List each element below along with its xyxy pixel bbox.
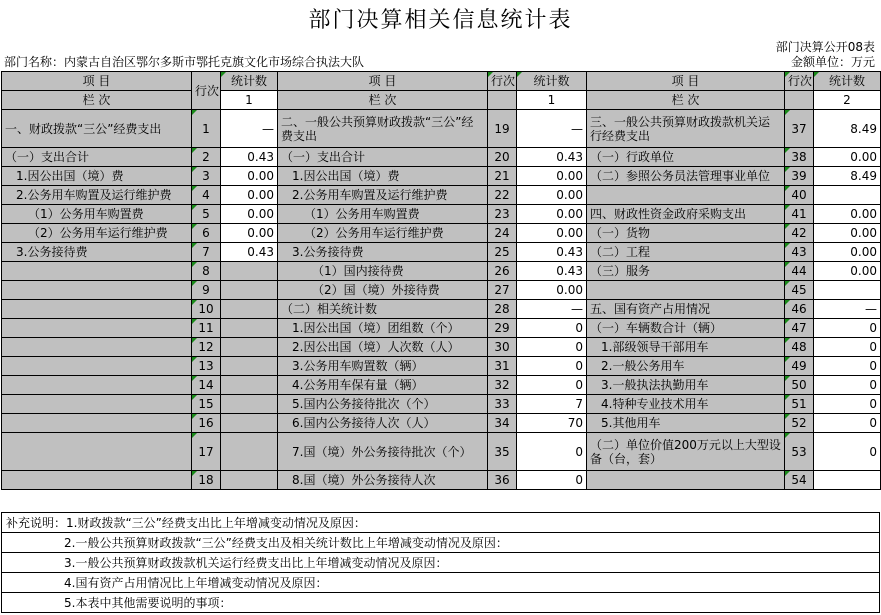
stat-value [221, 395, 278, 414]
stat-value: 0.00 [517, 224, 587, 243]
header-item-c: 项 目 [587, 72, 785, 91]
stat-value: — [517, 300, 587, 319]
row-number: 53 [785, 433, 814, 471]
item-label: （二）相关统计数 [278, 300, 488, 319]
table-row [2, 186, 881, 205]
item-label: （一）支出合计 [2, 148, 192, 167]
row-number: 25 [488, 243, 517, 262]
row-number: 17 [192, 433, 221, 471]
stat-value: 0.00 [221, 224, 278, 243]
footnote: 5.本表中其他需要说明的事项： [2, 593, 880, 613]
row-number: 33 [488, 395, 517, 414]
item-label: （二）参照公务员法管理事业单位 [587, 167, 785, 186]
row-number: 47 [785, 319, 814, 338]
table-row [2, 148, 881, 167]
item-label: （2）国（境）外接待费 [278, 281, 488, 300]
row-number: 43 [785, 243, 814, 262]
row-number: 42 [785, 224, 814, 243]
item-label: 6.国内公务接待人次（人） [278, 414, 488, 433]
stat-value: 0 [814, 395, 881, 414]
stat-value [221, 471, 278, 490]
row-number: 48 [785, 338, 814, 357]
row-number: 30 [488, 338, 517, 357]
header-item-b: 项 目 [278, 72, 488, 91]
col-blank-c [785, 91, 814, 110]
stat-value [221, 433, 278, 471]
row-number: 41 [785, 205, 814, 224]
stat-value: 0 [814, 414, 881, 433]
row-number: 31 [488, 357, 517, 376]
item-label: 1.因公出国（境）费 [278, 167, 488, 186]
row-number: 1 [192, 110, 221, 148]
item-label: 7.国（境）外公务接待批次（个） [278, 433, 488, 471]
header-row-no-c: 行次 [785, 72, 814, 91]
item-label: 3.公务用车购置数（辆） [278, 357, 488, 376]
item-label [587, 186, 785, 205]
header-stat-a: 统计数 [221, 72, 278, 91]
row-number: 40 [785, 186, 814, 205]
stat-value: 0 [517, 338, 587, 357]
header-stat-b: 统计数 [517, 72, 587, 91]
table-row [2, 338, 881, 357]
row-number: 12 [192, 338, 221, 357]
stat-value: 0.00 [814, 262, 881, 281]
item-label: 2.公务用车购置及运行维护费 [2, 186, 192, 205]
table-row [2, 433, 881, 471]
row-number: 32 [488, 376, 517, 395]
item-label [587, 281, 785, 300]
stat-value: 0.43 [517, 262, 587, 281]
stat-value: 0 [517, 433, 587, 471]
item-label: 4.特种专业技术用车 [587, 395, 785, 414]
item-label [2, 433, 192, 471]
row-number: 14 [192, 376, 221, 395]
table-row [2, 471, 881, 490]
row-number: 2 [192, 148, 221, 167]
table-row [2, 205, 881, 224]
form-code: 部门决算公开08表 [775, 40, 875, 54]
item-label: 二、一般公共预算财政拨款“三公”经费支出 [278, 110, 488, 148]
item-label [2, 300, 192, 319]
item-label: （一）货物 [587, 224, 785, 243]
table-row [2, 300, 881, 319]
row-number: 38 [785, 148, 814, 167]
stat-value [221, 414, 278, 433]
item-label: 2.公务用车购置及运行维护费 [278, 186, 488, 205]
table-row [2, 243, 881, 262]
row-number: 4 [192, 186, 221, 205]
item-label [2, 281, 192, 300]
stat-value: 0.00 [517, 167, 587, 186]
item-label: （三）服务 [587, 262, 785, 281]
table-row [2, 319, 881, 338]
col-label-a: 栏 次 [2, 91, 192, 110]
row-number: 23 [488, 205, 517, 224]
row-number: 51 [785, 395, 814, 414]
row-number: 13 [192, 357, 221, 376]
stat-value [814, 471, 881, 490]
stat-value: 0 [517, 471, 587, 490]
item-label [2, 262, 192, 281]
stat-value: 0 [517, 376, 587, 395]
row-number: 6 [192, 224, 221, 243]
stat-value: 0.43 [517, 148, 587, 167]
item-label: 2.一般公务用车 [587, 357, 785, 376]
item-label: （一）车辆数合计（辆） [587, 319, 785, 338]
item-label: （二）工程 [587, 243, 785, 262]
item-label: 四、财政性资金政府采购支出 [587, 205, 785, 224]
header-stat-c: 统计数 [814, 72, 881, 91]
item-label: 1.因公出国（境）费 [2, 167, 192, 186]
row-number: 44 [785, 262, 814, 281]
stat-value: 0.00 [517, 281, 587, 300]
stat-value: 0 [814, 433, 881, 471]
col-index-c: 2 [814, 91, 881, 110]
stat-value: 0.00 [221, 167, 278, 186]
row-number: 49 [785, 357, 814, 376]
item-label: （1）公务用车购置费 [2, 205, 192, 224]
item-label [2, 414, 192, 433]
stat-value: — [517, 110, 587, 148]
col-label-b: 栏 次 [278, 91, 488, 110]
stat-value: 0.00 [517, 205, 587, 224]
stat-value: 0.43 [221, 148, 278, 167]
header-row-no-b: 行次 [488, 72, 517, 91]
row-number: 20 [488, 148, 517, 167]
item-label: 4.公务用车保有量（辆） [278, 376, 488, 395]
stat-value: 0.00 [814, 243, 881, 262]
row-number: 9 [192, 281, 221, 300]
row-number: 16 [192, 414, 221, 433]
row-number: 10 [192, 300, 221, 319]
stat-value: 0 [814, 338, 881, 357]
stat-value: 0 [517, 319, 587, 338]
stat-value [221, 376, 278, 395]
row-number: 52 [785, 414, 814, 433]
stat-value: 0.00 [814, 224, 881, 243]
stat-value: 0.00 [517, 186, 587, 205]
row-number: 21 [488, 167, 517, 186]
statistics-table [1, 71, 881, 490]
row-number: 29 [488, 319, 517, 338]
stat-value: 0.00 [221, 205, 278, 224]
col-index-a: 1 [221, 91, 278, 110]
header-row-no-a: 行次 [192, 72, 221, 110]
row-number: 54 [785, 471, 814, 490]
row-number: 26 [488, 262, 517, 281]
item-label: 2.因公出国（境）人次数（人） [278, 338, 488, 357]
item-label: 5.国内公务接待批次（个） [278, 395, 488, 414]
row-number: 22 [488, 186, 517, 205]
row-number: 45 [785, 281, 814, 300]
table-row [2, 262, 881, 281]
table-row [2, 414, 881, 433]
stat-value: 0.43 [221, 243, 278, 262]
stat-value: 8.49 [814, 110, 881, 148]
item-label [2, 395, 192, 414]
header-item-a: 项 目 [2, 72, 192, 91]
stat-value [221, 357, 278, 376]
stat-value: 0 [814, 319, 881, 338]
stat-value: 0.00 [814, 205, 881, 224]
stat-value: 70 [517, 414, 587, 433]
row-number: 24 [488, 224, 517, 243]
stat-value [814, 186, 881, 205]
row-number: 46 [785, 300, 814, 319]
department-name: 部门名称：内蒙古自治区鄂尔多斯市鄂托克旗文化市场综合执法大队 [4, 55, 365, 69]
item-label: 五、国有资产占用情况 [587, 300, 785, 319]
stat-value: 0 [814, 376, 881, 395]
stat-value [221, 281, 278, 300]
footnote: 3.一般公共预算财政拨款机关运行经费支出比上年增减变动情况及原因： [2, 553, 880, 573]
item-label [2, 338, 192, 357]
stat-value: 0 [517, 357, 587, 376]
row-number: 34 [488, 414, 517, 433]
item-label [2, 319, 192, 338]
stat-value [221, 319, 278, 338]
item-label: 3.一般执法执勤用车 [587, 376, 785, 395]
stat-value: 0.00 [814, 148, 881, 167]
item-label: （2）公务用车运行维护费 [278, 224, 488, 243]
row-number: 19 [488, 110, 517, 148]
table-row [2, 110, 881, 148]
table-row [2, 395, 881, 414]
table-row [2, 357, 881, 376]
item-label: 3.公务接待费 [278, 243, 488, 262]
row-number: 28 [488, 300, 517, 319]
amount-unit: 金额单位：万元 [790, 55, 875, 69]
item-label: 1.因公出国（境）团组数（个） [278, 319, 488, 338]
table-row [2, 281, 881, 300]
item-label: （二）单位价值200万元以上大型设备（台，套） [587, 433, 785, 471]
item-label [587, 471, 785, 490]
footnote: 补充说明：1.财政拨款“三公”经费支出比上年增减变动情况及原因： [2, 513, 880, 533]
col-blank-b [488, 91, 517, 110]
page-title: 部门决算相关信息统计表 [308, 8, 573, 33]
row-number: 7 [192, 243, 221, 262]
stat-value: 0.00 [221, 186, 278, 205]
supplementary-notes [1, 512, 880, 613]
stat-value [221, 300, 278, 319]
col-label-c: 栏 次 [587, 91, 785, 110]
stat-value [221, 338, 278, 357]
item-label: （一）行政单位 [587, 148, 785, 167]
row-number: 36 [488, 471, 517, 490]
row-number: 15 [192, 395, 221, 414]
row-number: 27 [488, 281, 517, 300]
row-number: 11 [192, 319, 221, 338]
item-label: 1.部级领导干部用车 [587, 338, 785, 357]
footnote: 4.国有资产占用情况比上年增减变动情况及原因： [2, 573, 880, 593]
item-label [2, 357, 192, 376]
row-number: 37 [785, 110, 814, 148]
item-label: （1）公务用车购置费 [278, 205, 488, 224]
item-label: 一、财政拨款“三公”经费支出 [2, 110, 192, 148]
row-number: 3 [192, 167, 221, 186]
stat-value: 7 [517, 395, 587, 414]
stat-value: 0 [814, 357, 881, 376]
item-label: 5.其他用车 [587, 414, 785, 433]
stat-value: — [814, 300, 881, 319]
footnote: 2.一般公共预算财政拨款“三公”经费支出及相关统计数比上年增减变动情况及原因： [2, 533, 880, 553]
item-label: （1）国内接待费 [278, 262, 488, 281]
col-index-b: 1 [517, 91, 587, 110]
table-row [2, 167, 881, 186]
row-number: 18 [192, 471, 221, 490]
stat-value: 8.49 [814, 167, 881, 186]
item-label: （一）支出合计 [278, 148, 488, 167]
row-number: 35 [488, 433, 517, 471]
row-number: 39 [785, 167, 814, 186]
table-row [2, 376, 881, 395]
item-label: 3.公务接待费 [2, 243, 192, 262]
row-number: 5 [192, 205, 221, 224]
item-label: 8.国（境）外公务接待人次 [278, 471, 488, 490]
item-label: （2）公务用车运行维护费 [2, 224, 192, 243]
row-number: 8 [192, 262, 221, 281]
stat-value: 0.43 [517, 243, 587, 262]
item-label [2, 376, 192, 395]
table-row [2, 224, 881, 243]
stat-value [221, 262, 278, 281]
row-number: 50 [785, 376, 814, 395]
item-label: 三、一般公共预算财政拨款机关运行经费支出 [587, 110, 785, 148]
item-label [2, 471, 192, 490]
stat-value: — [221, 110, 278, 148]
stat-value [814, 281, 881, 300]
